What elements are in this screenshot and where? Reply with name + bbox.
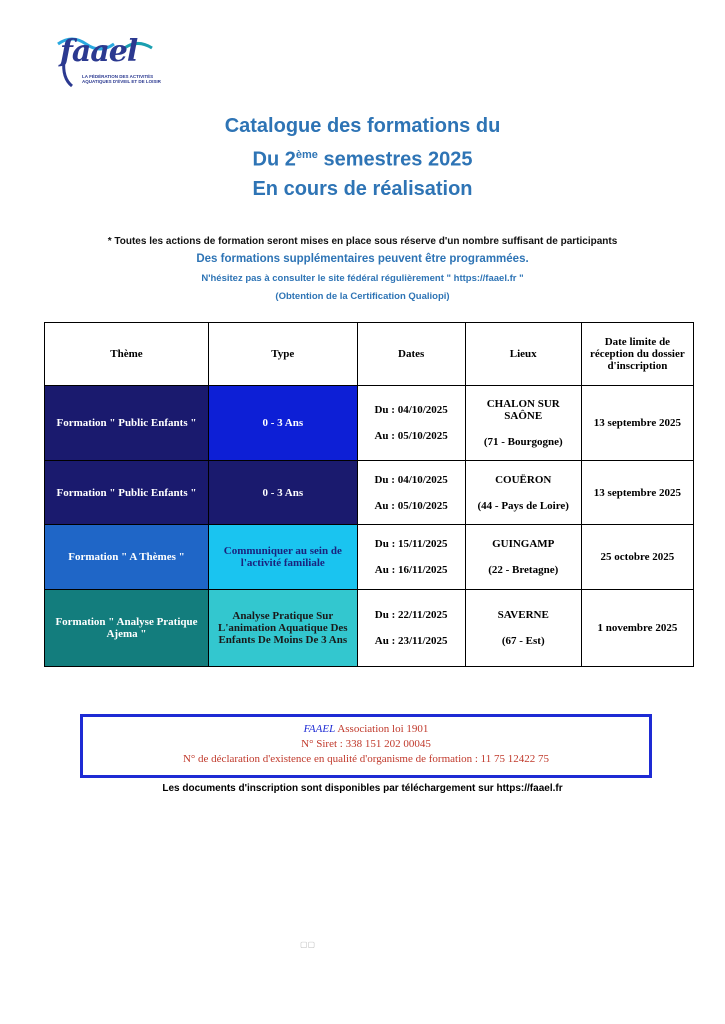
- disclaimer-note: * Toutes les actions de formation seront mises en place sous réserve d'un nombre suffisant de participants: [107, 236, 618, 247]
- title-line-2: Du 2ème semestres 2025: [252, 148, 473, 171]
- row-type: Communiquer au sein de l'activité familiale: [208, 525, 357, 590]
- table-row: [45, 386, 694, 461]
- page-title: [0, 112, 725, 204]
- row-lieu: CHALON SUR SAÔNE (71 - Bourgogne): [465, 386, 581, 461]
- title-line-1: Catalogue des formations du: [224, 115, 501, 137]
- row-deadline: 1 novembre 2025: [581, 590, 693, 667]
- row-lieu: GUINGAMP (22 - Bretagne): [465, 525, 581, 590]
- extra-trainings-note: Des formations supplémentaires peuvent être programmées.: [196, 253, 529, 265]
- row-theme: Formation " Public Enfants ": [45, 461, 209, 525]
- header-dates: Dates: [357, 323, 465, 386]
- association-info-box: [80, 714, 652, 778]
- row-dates: Du : 22/11/2025 Au : 23/11/2025: [357, 590, 465, 667]
- row-deadline: 13 septembre 2025: [581, 386, 693, 461]
- header-deadline: Date limite de réception du dossier d'inscription: [581, 323, 693, 386]
- declaration-line: N° de déclaration d'existence en qualité d'organisme de formation : 11 75 12422 75: [182, 753, 550, 765]
- table-row: [45, 590, 694, 667]
- title-line-3: En cours de réalisation: [252, 177, 473, 200]
- table-header-row: [45, 323, 694, 386]
- header-lieux: Lieux: [465, 323, 581, 386]
- row-deadline: 13 septembre 2025: [581, 461, 693, 525]
- header-type: Type: [208, 323, 357, 386]
- logo-subtitle: LA FÉDÉRATION DES ACTIVITÉS AQUATIQUES D'ÉVEIL ET DE LOISIR: [82, 74, 161, 84]
- training-catalog-table: [44, 322, 694, 667]
- row-lieu: SAVERNE (67 - Est): [465, 590, 581, 667]
- row-type: Analyse Pratique Sur L'animation Aquatique Des Enfants De Moins De 3 Ans: [208, 590, 357, 667]
- table-row: [45, 461, 694, 525]
- row-deadline: 25 octobre 2025: [581, 525, 693, 590]
- logo-wordmark: faael: [60, 34, 138, 69]
- site-note: N'hésitez pas à consulter le site fédéral régulièrement " https://faael.fr ": [201, 273, 524, 284]
- row-dates: Du : 04/10/2025 Au : 05/10/2025: [357, 461, 465, 525]
- row-dates: Du : 04/10/2025 Au : 05/10/2025: [357, 386, 465, 461]
- row-theme: Formation " Public Enfants ": [45, 386, 209, 461]
- download-note: Les documents d'inscription sont disponibles par téléchargement sur https://faael.fr: [162, 783, 563, 794]
- header-theme: Thème: [45, 323, 209, 386]
- row-dates: Du : 15/11/2025 Au : 16/11/2025: [357, 525, 465, 590]
- row-theme: Formation " A Thèmes ": [45, 525, 209, 590]
- qualiopi-note: (Obtention de la Certification Qualiopi): [275, 291, 450, 302]
- row-theme: Formation " Analyse Pratique Ajema ": [45, 590, 209, 667]
- page-mark-icon: ▢▢: [300, 940, 316, 949]
- row-lieu: COUËRON (44 - Pays de Loire): [465, 461, 581, 525]
- row-type: 0 - 3 Ans: [208, 386, 357, 461]
- siret-line: N° Siret : 338 151 202 00045: [301, 738, 431, 750]
- table-row: [45, 525, 694, 590]
- row-type: 0 - 3 Ans: [208, 461, 357, 525]
- association-line: FAAEL Association loi 1901: [303, 723, 429, 735]
- faael-logo: [52, 30, 172, 90]
